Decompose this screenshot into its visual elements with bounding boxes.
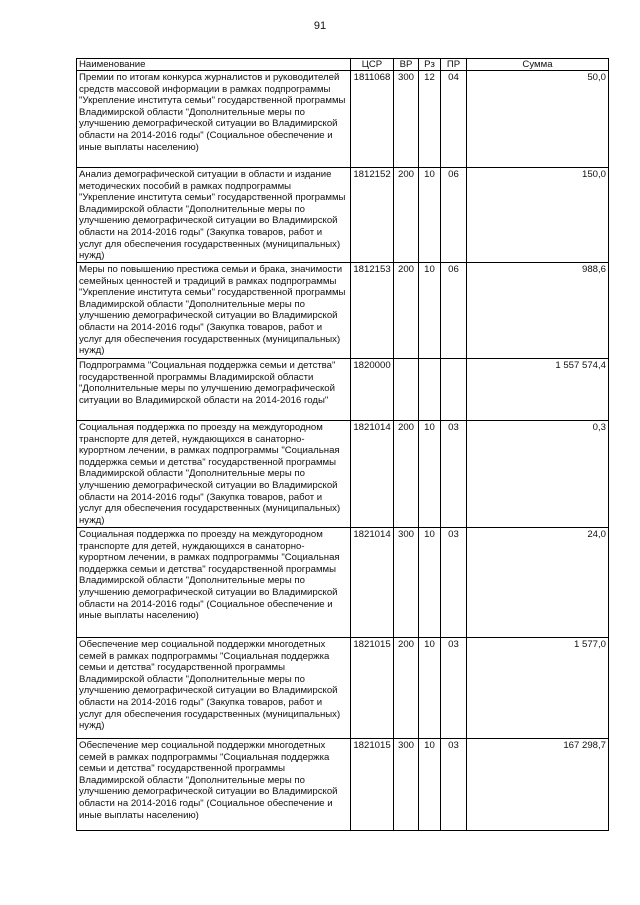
header-rz: Рз bbox=[419, 59, 441, 71]
row-rz: 12 bbox=[419, 71, 441, 168]
row-pr: 03 bbox=[441, 528, 467, 638]
row-vr: 300 bbox=[394, 71, 419, 168]
row-name: Обеспечение мер социальной поддержки многодетных семей в рамках подпрограммы "Социальная поддержка семьи и детства" государственной программы Владимирской области "Дополнительные меры по улучшению демографической ситуации во Владимирской области на 2014-2016 годы" (Закупка товаров, работ и услуг для обеспечения государственных (муниципальных) нужд) bbox=[77, 638, 351, 739]
row-csr: 1812153 bbox=[351, 263, 394, 359]
row-vr: 200 bbox=[394, 638, 419, 739]
row-pr: 04 bbox=[441, 71, 467, 168]
row-rz: 10 bbox=[419, 739, 441, 831]
table-row bbox=[77, 638, 609, 739]
row-pr bbox=[441, 359, 467, 421]
row-rz: 10 bbox=[419, 263, 441, 359]
row-sum: 167 298,7 bbox=[467, 739, 609, 831]
row-csr: 1821015 bbox=[351, 739, 394, 831]
row-csr: 1820000 bbox=[351, 359, 394, 421]
row-sum: 988,6 bbox=[467, 263, 609, 359]
header-sum: Сумма bbox=[467, 59, 609, 71]
row-name: Анализ демографической ситуации в области и издание методических пособий в рамках подпрограммы "Укрепление института семьи" государственной программы Владимирской области "Дополнительные меры по улучшению демографической ситуации во Владимирской области на 2014-2016 годы" (Закупка товаров, работ и услуг для обеспечения государственных (муниципальных) нужд) bbox=[77, 168, 351, 263]
row-csr: 1811068 bbox=[351, 71, 394, 168]
table-row bbox=[77, 421, 609, 528]
table-header-row bbox=[77, 59, 609, 71]
row-sum: 1 577,0 bbox=[467, 638, 609, 739]
row-pr: 03 bbox=[441, 421, 467, 528]
table-row bbox=[77, 359, 609, 421]
row-rz: 10 bbox=[419, 638, 441, 739]
table-row bbox=[77, 263, 609, 359]
row-rz: 10 bbox=[419, 168, 441, 263]
row-name: Меры по повышению престижа семьи и брака, значимости семейных ценностей и традиций в рамках подпрограммы "Укрепление института семьи" государственной программы Владимирской области "Дополнительные меры по улучшению демографической ситуации во Владимирской области на 2014-2016 годы" (Закупка товаров, работ и услуг для обеспечения государственных (муниципальных) нужд) bbox=[77, 263, 351, 359]
header-vr: ВР bbox=[394, 59, 419, 71]
page-number: 91 bbox=[313, 20, 327, 32]
row-vr: 300 bbox=[394, 528, 419, 638]
budget-table bbox=[76, 58, 609, 831]
row-rz: 10 bbox=[419, 528, 441, 638]
row-vr: 200 bbox=[394, 263, 419, 359]
row-csr: 1821014 bbox=[351, 421, 394, 528]
table-row bbox=[77, 739, 609, 831]
row-csr: 1812152 bbox=[351, 168, 394, 263]
row-rz: 10 bbox=[419, 421, 441, 528]
row-rz bbox=[419, 359, 441, 421]
row-name: Социальная поддержка по проезду на междугородном транспорте для детей, нуждающихся в санаторно-курортном лечении, в рамках подпрограммы "Социальная поддержка семьи и детства" государственной программы Владимирской области "Дополнительные меры по улучшению демографической ситуации во Владимирской области на 2014-2016 годы" (Закупка товаров, работ и услуг для обеспечения государственных (муниципальных) нужд) bbox=[77, 421, 351, 528]
row-name: Обеспечение мер социальной поддержки многодетных семей в рамках подпрограммы "Социальная поддержка семьи и детства" государственной программы Владимирской области "Дополнительные меры по улучшению демографической ситуации во Владимирской области на 2014-2016 годы" (Социальное обеспечение и иные выплаты населению) bbox=[77, 739, 351, 831]
row-vr: 300 bbox=[394, 739, 419, 831]
row-sum: 1 557 574,4 bbox=[467, 359, 609, 421]
row-vr: 200 bbox=[394, 421, 419, 528]
row-name: Подпрограмма "Социальная поддержка семьи и детства" государственной программы Владимирской области "Дополнительные меры по улучшению демографической ситуации во Владимирской области на 2014-2016 годы" bbox=[77, 359, 351, 421]
row-vr: 200 bbox=[394, 168, 419, 263]
table-row bbox=[77, 168, 609, 263]
row-pr: 03 bbox=[441, 739, 467, 831]
row-csr: 1821014 bbox=[351, 528, 394, 638]
row-name: Премии по итогам конкурса журналистов и руководителей средств массовой информации в рамках подпрограммы "Укрепление института семьи" государственной программы Владимирской области "Дополнительные меры по улучшению демографической ситуации во Владимирской области на 2014-2016 годы" (Социальное обеспечение и иные выплаты населению) bbox=[77, 71, 351, 168]
row-sum: 150,0 bbox=[467, 168, 609, 263]
row-pr: 06 bbox=[441, 168, 467, 263]
row-name: Социальная поддержка по проезду на междугородном транспорте для детей, нуждающихся в санаторно-курортном лечении, в рамках подпрограммы "Социальная поддержка семьи и детства" государственной программы Владимирской области "Дополнительные меры по улучшению демографической ситуации во Владимирской области на 2014-2016 годы" (Социальное обеспечение и иные выплаты населению) bbox=[77, 528, 351, 638]
row-pr: 03 bbox=[441, 638, 467, 739]
row-pr: 06 bbox=[441, 263, 467, 359]
row-vr bbox=[394, 359, 419, 421]
table-row bbox=[77, 528, 609, 638]
row-sum: 50,0 bbox=[467, 71, 609, 168]
table-row bbox=[77, 71, 609, 168]
header-csr: ЦСР bbox=[351, 59, 394, 71]
row-sum: 0,3 bbox=[467, 421, 609, 528]
row-csr: 1821015 bbox=[351, 638, 394, 739]
row-sum: 24,0 bbox=[467, 528, 609, 638]
header-name: Наименование bbox=[77, 59, 351, 71]
header-pr: ПР bbox=[441, 59, 467, 71]
